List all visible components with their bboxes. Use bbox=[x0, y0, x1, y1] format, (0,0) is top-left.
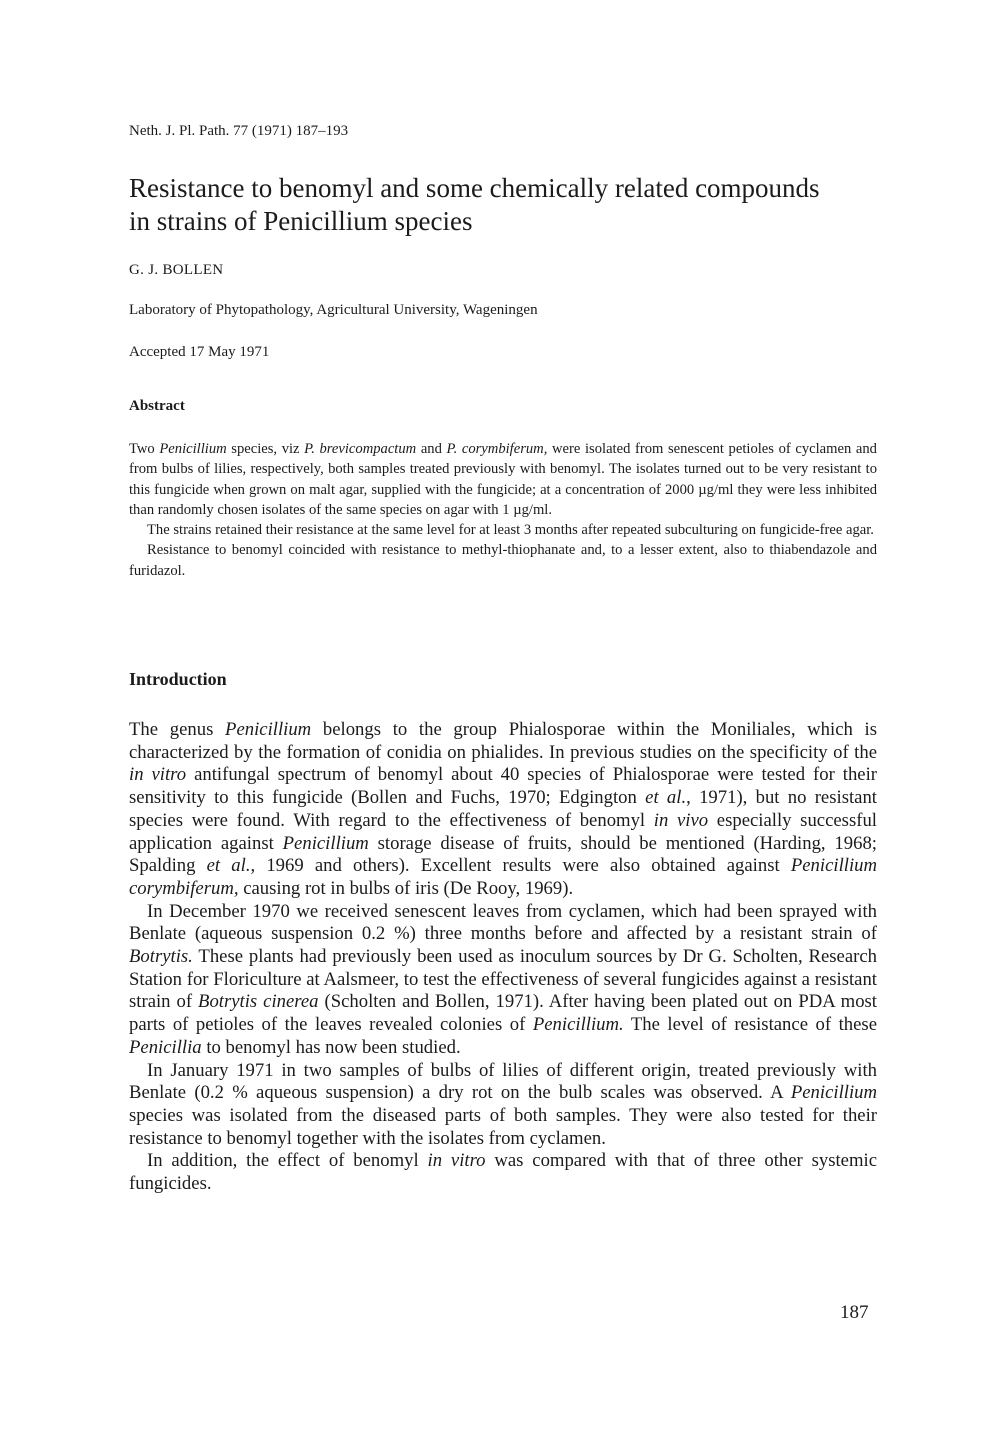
title-line-1: Resistance to benomyl and some chemically related compounds bbox=[129, 173, 820, 203]
journal-reference: Neth. J. Pl. Path. 77 (1971) 187–193 bbox=[129, 123, 349, 139]
abstract-paragraph-3: Resistance to benomyl coincided with resistance to methyl-thiophanate and, to a lesser extent, also to thiabendazole and furidazol. bbox=[129, 542, 877, 579]
affiliation: Laboratory of Phytopathology, Agricultural University, Wageningen bbox=[129, 302, 538, 318]
abstract-text bbox=[129, 439, 877, 581]
intro-paragraph-4: In addition, the effect of benomyl in vitro was compared with that of three other systemic fungicides. bbox=[129, 1150, 877, 1195]
accepted-date: Accepted 17 May 1971 bbox=[129, 344, 270, 360]
introduction-heading: Introduction bbox=[129, 669, 227, 689]
introduction-text bbox=[129, 719, 877, 1196]
abstract-paragraph-1: Two Penicillium species, viz P. brevicompactum and P. corymbiferum, were isolated from senescent petioles of cyclamen and from bulbs of lilies, respectively, both samples treated previously with benomyl. The isolates turned out to be very resistant to this fungicide when grown on malt agar, supplied with the fungicide; at a concentration of 2000 µg/ml they were less inhibited than randomly chosen isolates of the same species on agar with 1 µg/ml. bbox=[129, 441, 877, 518]
title-line-2: in strains of Penicillium species bbox=[129, 206, 473, 236]
abstract-heading: Abstract bbox=[129, 398, 185, 414]
article-title bbox=[129, 172, 889, 238]
intro-paragraph-2: In December 1970 we received senescent leaves from cyclamen, which had been sprayed with Benlate (aqueous suspension 0.2 %) three months before and affected by a resistant strain of Botrytis. These plants had previously been used as inoculum sources by Dr G. Scholten, Research Station for Floriculture at Aalsmeer, to test the effectiveness of several fungicides against a resistant strain of Botrytis cinerea (Scholten and Bollen, 1971). After having been plated out on PDA most parts of petioles of the leaves revealed colonies of Penicillium. The level of resistance of these Penicillia to benomyl has now been studied. bbox=[129, 900, 878, 1058]
author: G. J. BOLLEN bbox=[129, 262, 224, 278]
intro-paragraph-1: The genus Penicillium belongs to the group Phialosporae within the Moniliales, which is characterized by the formation of conidia on phialides. In previous studies on the specificity of the in vitro antifungal spectrum of benomyl about 40 species of Phialosporae were tested for their sensitivity to this fungicide (Bollen and Fuchs, 1970; Edgington et al., 1971), but no resistant species were found. With regard to the effectiveness of benomyl in vivo especially successful application against Penicillium storage disease of fruits, should be mentioned (Harding, 1968; Spalding et al., 1969 and others). Excellent results were also obtained against Penicillium corymbiferum, causing rot in bulbs of iris (De Rooy, 1969). bbox=[129, 719, 877, 899]
intro-paragraph-3: In January 1971 in two samples of bulbs of lilies of different origin, treated previously with Benlate (0.2 % aqueous suspension) a dry rot on the bulb scales was observed. A Penicillium species was isolated from the diseased parts of both samples. They were also tested for their resistance to benomyl together with the isolates from cyclamen. bbox=[129, 1059, 877, 1149]
page-number: 187 bbox=[840, 1302, 869, 1323]
abstract-paragraph-2: The strains retained their resistance at the same level for at least 3 months after repeated subculturing on fungicide-free agar. bbox=[147, 522, 874, 539]
